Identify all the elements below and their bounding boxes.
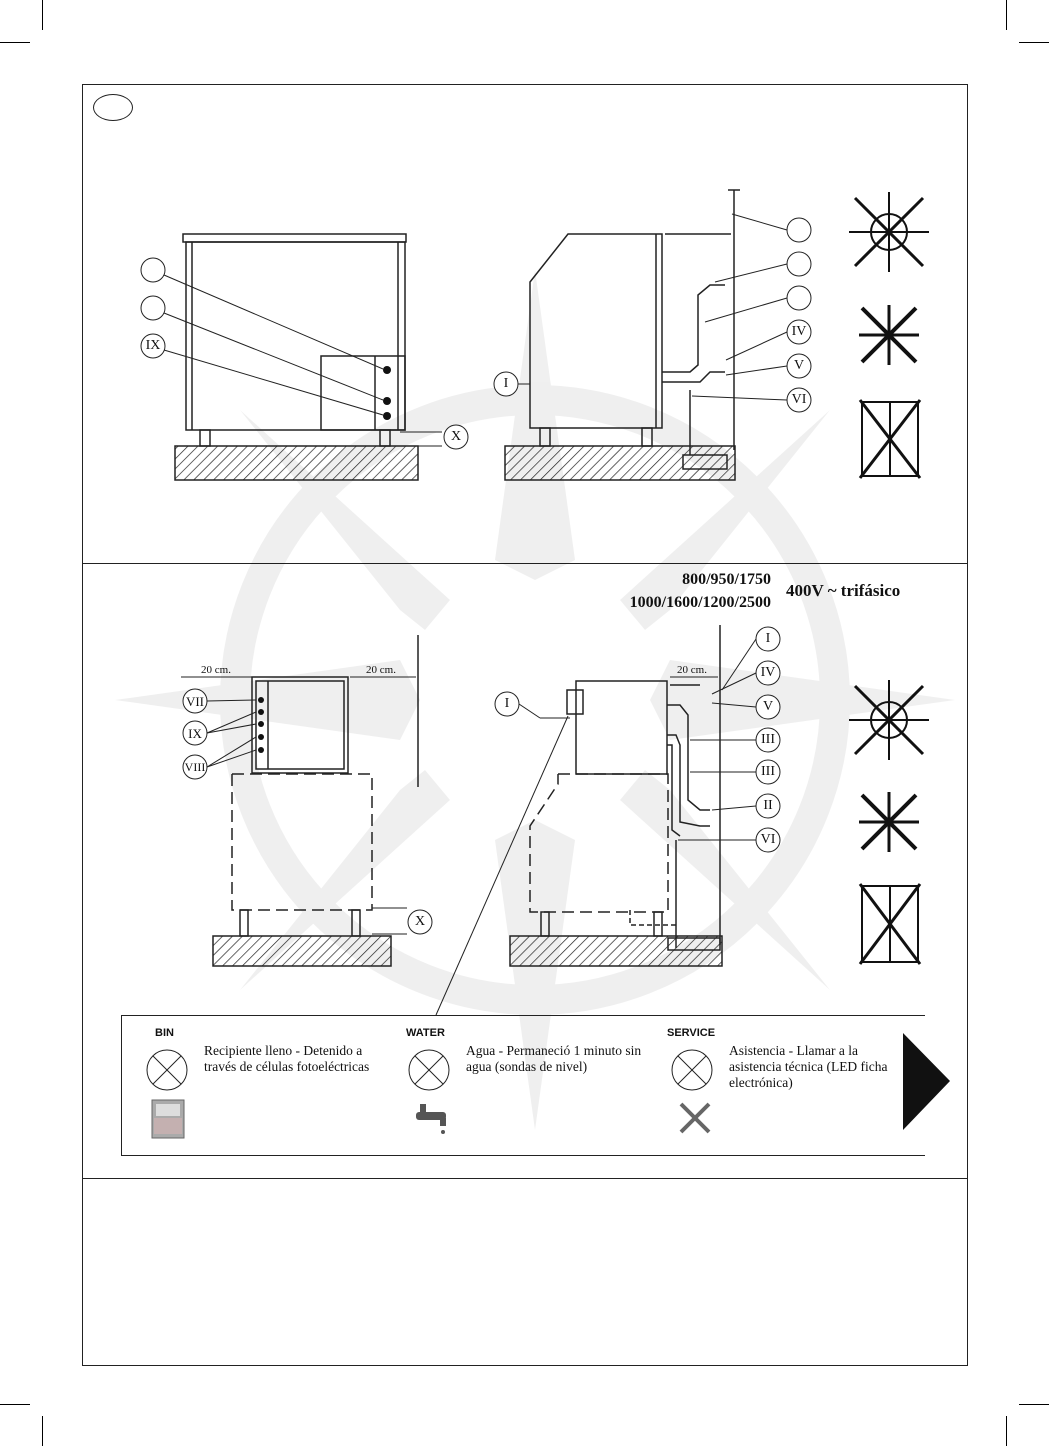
dimension-left: 20 cm. xyxy=(201,664,231,676)
callout-iii: III xyxy=(761,732,775,747)
callout-x-2: X xyxy=(414,914,426,929)
callout-i: I xyxy=(503,376,509,391)
no-sun-icon xyxy=(849,680,929,760)
no-closed-door-icon xyxy=(860,400,920,478)
legend-bin-title: BIN xyxy=(155,1027,174,1039)
callout-i-3: I xyxy=(765,631,771,646)
no-sun-icon xyxy=(849,192,929,272)
no-frost-icon xyxy=(859,305,919,365)
callout-vi: VI xyxy=(791,392,807,407)
callout-ii: II xyxy=(763,798,773,813)
legend-service-title: SERVICE xyxy=(667,1027,716,1039)
no-frost-icon xyxy=(859,792,919,852)
callout-vi-2: VI xyxy=(760,832,776,847)
dimension-right: 20 cm. xyxy=(366,664,396,676)
callout-viii: VIII xyxy=(184,760,206,774)
callout-iii-2: III xyxy=(761,764,775,779)
callout-ix-2: IX xyxy=(188,726,202,741)
model-numbers-line2: 1000/1600/1200/2500 xyxy=(629,594,771,611)
voltage-label: 400V ~ trifásico xyxy=(786,581,901,600)
callout-ix: IX xyxy=(145,338,161,353)
callout-v: V xyxy=(793,358,805,373)
callout-vii: VII xyxy=(185,694,205,709)
legend-water-title: WATER xyxy=(406,1027,445,1039)
no-closed-door-icon xyxy=(860,884,920,964)
dimension-side: 20 cm. xyxy=(677,664,707,676)
legend-bin-text: Recipiente lleno - Detenido a través de células fotoeléctricas xyxy=(204,1043,370,1074)
callout-i-2: I xyxy=(504,696,510,711)
callout-iv-2: IV xyxy=(760,665,776,680)
legend-service-text: Asistencia - Llamar a la asistencia técnica (LED ficha electrónica) xyxy=(729,1043,888,1090)
model-numbers-line1: 800/950/1750 xyxy=(682,571,771,588)
callout-v-2: V xyxy=(762,699,774,714)
legend-water-text: Agua - Permaneció 1 minuto sin agua (sondas de nivel) xyxy=(466,1043,642,1074)
callout-x: X xyxy=(450,429,462,444)
callout-iv: IV xyxy=(791,324,807,339)
